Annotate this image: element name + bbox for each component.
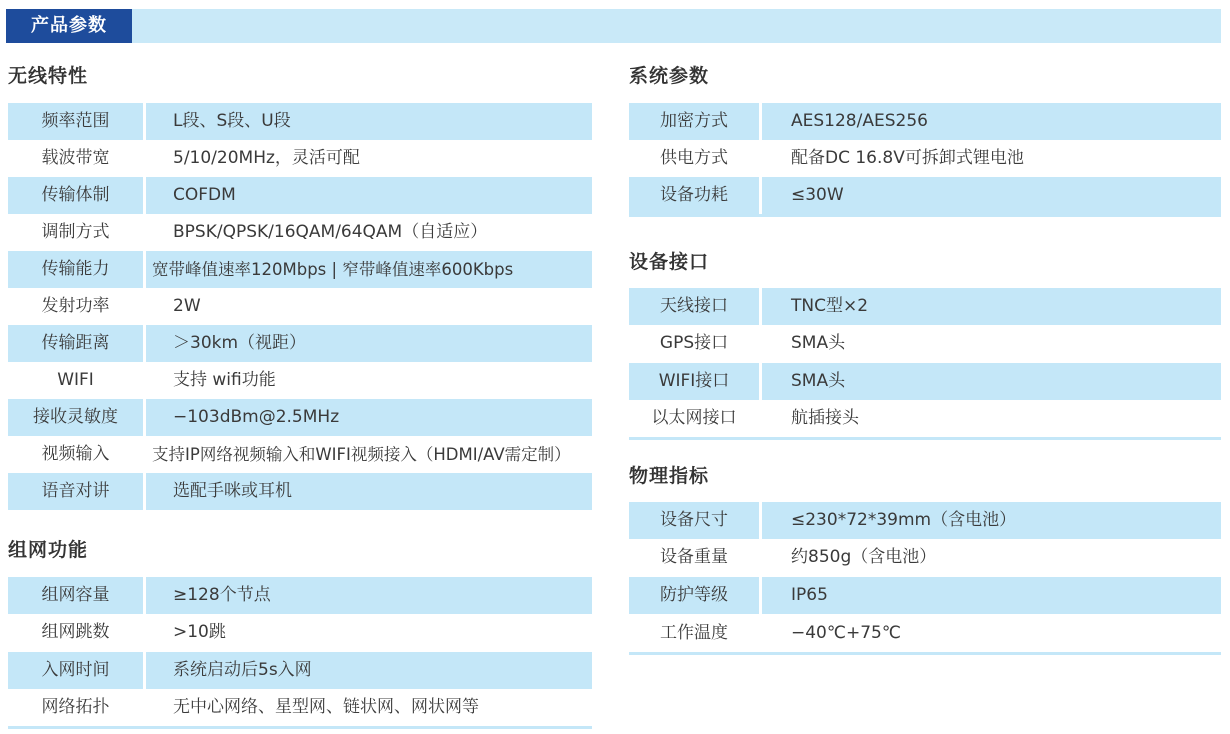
param-name: 接收灵敏度 — [8, 399, 143, 436]
param-value: 航插接头 — [791, 408, 859, 428]
param-value: ≥128个节点 — [146, 577, 592, 614]
param-value: BPSK/QPSK/16QAM/64QAM（自适应） — [173, 222, 488, 242]
param-value: SMA头 — [791, 333, 846, 353]
param-value: L段、S段、U段 — [146, 103, 592, 140]
table-row — [629, 400, 1221, 437]
param-name: 载波带宽 — [41, 148, 110, 168]
section-title-interfaces: 设备接口 — [629, 251, 710, 273]
table-row — [8, 436, 592, 473]
param-name: 入网时间 — [8, 652, 143, 689]
param-value: 约850g（含电池） — [791, 547, 937, 567]
param-value: 宽带峰值速率120Mbps | 窄带峰值速率600Kbps — [146, 251, 592, 288]
param-value: −40℃+75℃ — [791, 623, 901, 643]
table-row — [629, 615, 1221, 652]
param-value: >10跳 — [173, 622, 226, 642]
param-value: ＞30km（视距） — [146, 325, 592, 362]
param-name: GPS接口 — [659, 333, 729, 353]
param-name: 传输距离 — [8, 325, 143, 362]
table-row — [629, 103, 1221, 140]
param-name: 语音对讲 — [8, 473, 143, 510]
table-row — [8, 399, 592, 436]
param-value: ≤230*72*39mm（含电池） — [762, 502, 1221, 539]
section-title-wireless: 无线特性 — [8, 65, 89, 87]
header-bar — [6, 9, 1221, 43]
param-value: IP65 — [762, 577, 1221, 614]
param-value: 系统启动后5s入网 — [146, 652, 592, 689]
param-name: 工作温度 — [660, 623, 728, 643]
table-row — [629, 577, 1221, 614]
table-row — [629, 140, 1221, 177]
param-name: 组网跳数 — [41, 622, 110, 642]
table-row — [8, 214, 592, 251]
param-value: 5/10/20MHz，灵活可配 — [173, 148, 360, 168]
table-row — [8, 140, 592, 177]
param-name: 视频输入 — [41, 444, 110, 464]
table-row — [629, 363, 1221, 400]
table-row — [629, 539, 1221, 576]
table-row — [629, 177, 1221, 214]
param-name: 网络拓扑 — [41, 697, 110, 717]
section-title-system: 系统参数 — [629, 65, 710, 87]
param-name: 调制方式 — [41, 222, 110, 242]
table-row — [8, 251, 592, 288]
param-name: 供电方式 — [660, 148, 728, 168]
table-bottom-rule — [629, 214, 1221, 217]
param-name: 发射功率 — [41, 296, 110, 316]
param-value: −103dBm@2.5MHz — [146, 399, 592, 436]
param-name: 频率范围 — [8, 103, 143, 140]
param-name: 设备重量 — [660, 547, 728, 567]
table-row — [629, 288, 1221, 325]
table-bottom-rule — [8, 726, 592, 729]
table-row — [8, 103, 592, 140]
param-value: TNC型×2 — [762, 288, 1221, 325]
table-row — [8, 577, 592, 614]
table-row — [629, 325, 1221, 362]
param-name: 以太网接口 — [651, 408, 737, 428]
param-name: 加密方式 — [629, 103, 759, 140]
section-title-networking: 组网功能 — [8, 539, 89, 561]
table-bottom-rule — [629, 437, 1221, 440]
table-row — [8, 689, 592, 726]
param-name: 防护等级 — [629, 577, 759, 614]
param-value: 无中心网络、星型网、链状网、网状网等 — [173, 697, 479, 717]
table-row — [8, 177, 592, 214]
param-name: 设备功耗 — [629, 177, 759, 214]
section-title-physical: 物理指标 — [629, 465, 710, 487]
param-value: 支持IP网络视频输入和WIFI视频接入（HDMI/AV需定制） — [152, 445, 571, 464]
param-name: 传输能力 — [8, 251, 143, 288]
table-row — [629, 502, 1221, 539]
param-value: COFDM — [146, 177, 592, 214]
param-name: 设备尺寸 — [629, 502, 759, 539]
param-value: 2W — [173, 296, 201, 316]
table-row — [8, 325, 592, 362]
param-name: WIFI接口 — [629, 363, 759, 400]
param-value: AES128/AES256 — [762, 103, 1221, 140]
page-title: 产品参数 — [6, 9, 132, 43]
param-value: 配备DC 16.8V可拆卸式锂电池 — [791, 148, 1024, 168]
table-row — [8, 652, 592, 689]
param-name: WIFI — [57, 370, 94, 390]
param-value: ≤30W — [762, 177, 1221, 214]
param-value: 支持 wifi功能 — [173, 370, 276, 390]
table-row — [8, 473, 592, 510]
table-bottom-rule — [629, 652, 1221, 655]
param-name: 传输体制 — [8, 177, 143, 214]
param-name: 组网容量 — [8, 577, 143, 614]
table-row — [8, 614, 592, 651]
param-value: SMA头 — [762, 363, 1221, 400]
param-name: 天线接口 — [629, 288, 759, 325]
table-row — [8, 362, 592, 399]
table-row — [8, 288, 592, 325]
param-value: 选配手咪或耳机 — [146, 473, 592, 510]
